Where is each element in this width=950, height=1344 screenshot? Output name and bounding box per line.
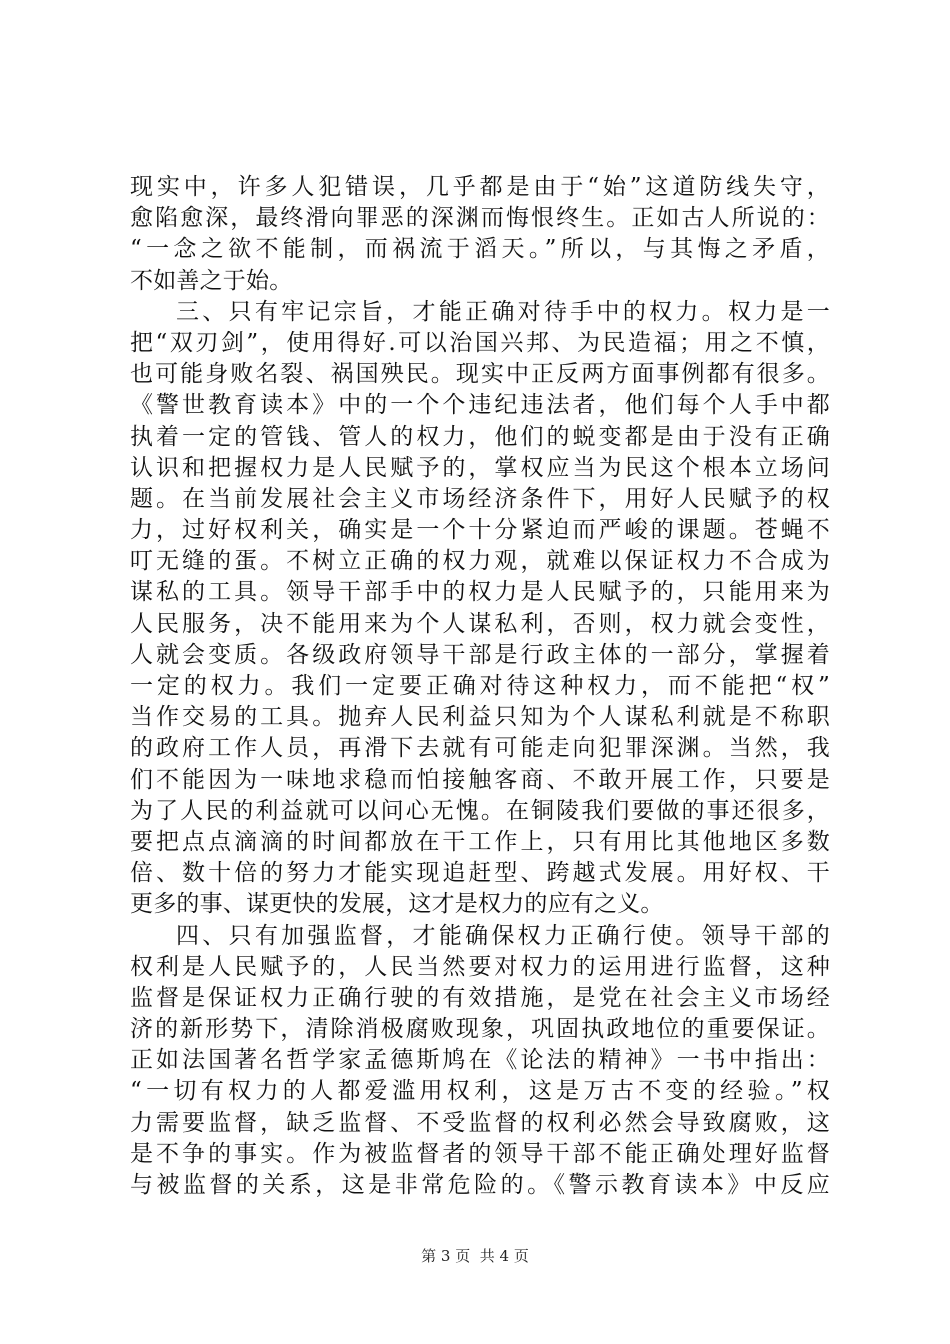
page-total: 共 4 页 (479, 1247, 529, 1265)
text-line: 人民服务，决不能用来为个人谋私利，否则，权力就会变性， (130, 610, 830, 637)
text-line: 也可能身败名裂、祸国殃民。现实中正反两方面事例都有很多。 (130, 361, 830, 388)
text-line: 不如善之于始。 (130, 267, 293, 294)
text-line: 把“双刃剑”，使用得好.可以治国兴邦、为民造福；用之不慎， (130, 329, 830, 356)
text-line: 谋私的工具。领导干部手中的权力是人民赋予的，只能用来为 (130, 579, 830, 606)
text-line: 是不争的事实。作为被监督者的领导干部不能正确处理好监督 (130, 1140, 830, 1167)
text-line: 倍、数十倍的努力才能实现追赶型、跨越式发展。用好权、干 (130, 860, 830, 887)
document-body (130, 172, 830, 1201)
text-line: 三、只有牢记宗旨，才能正确对待手中的权力。权力是一 (176, 298, 830, 325)
text-line: 为了人民的利益就可以问心无愧。在铜陵我们要做的事还很多， (130, 797, 830, 824)
text-line: 们不能因为一味地求稳而怕接触客商、不敢开展工作，只要是 (130, 766, 830, 793)
text-line: 的政府工作人员，再滑下去就有可能走向犯罪深渊。当然，我 (130, 735, 830, 762)
text-line: 当作交易的工具。抛弃人民利益只知为个人谋私利就是不称职 (130, 704, 830, 731)
text-line: 与被监督的关系，这是非常危险的。《警示教育读本》中反应 (130, 1172, 830, 1198)
page-number: 第 3 页 (421, 1247, 471, 1265)
text-line: 权利是人民赋予的，人民当然要对权力的运用进行监督，这种 (130, 953, 830, 980)
text-line: 济的新形势下，清除消极腐败现象，巩固执政地位的重要保证。 (130, 1016, 830, 1043)
text-line: 一定的权力。我们一定要正确对待这种权力，而不能把“权” (130, 673, 830, 699)
text-line: 更多的事、谋更快的发展，这才是权力的应有之义。 (130, 891, 664, 918)
text-line: “一念之欲不能制，而祸流于滔天。”所以，与其悔之矛盾， (130, 236, 830, 263)
text-line: 愈陷愈深，最终滑向罪恶的深渊而悔恨终生。正如古人所说的： (130, 205, 830, 232)
text-line: 人就会变质。各级政府领导干部是行政主体的一部分，掌握着 (130, 641, 830, 668)
text-line: 《警世教育读本》中的一个个违纪违法者，他们每个人手中都 (130, 392, 830, 419)
page-footer (0, 1246, 950, 1266)
text-line: 要把点点滴滴的时间都放在干工作上，只有用比其他地区多数 (130, 828, 830, 855)
text-line: 执着一定的管钱、管人的权力，他们的蜕变都是由于没有正确 (130, 423, 830, 450)
text-line: 叮无缝的蛋。不树立正确的权力观，就难以保证权力不合成为 (130, 548, 830, 575)
text-line: 力需要监督，缺乏监督、不受监督的权利必然会导致腐败，这 (130, 1109, 830, 1136)
text-line: 题。在当前发展社会主义市场经济条件下，用好人民赋予的权 (130, 485, 830, 512)
text-line: 力，过好权利关，确实是一个十分紧迫而严峻的课题。苍蝇不 (130, 517, 830, 544)
text-line: 四、只有加强监督，才能确保权力正确行使。领导干部的 (176, 922, 830, 949)
text-line: 现实中，许多人犯错误，几乎都是由于“始”这道防线失守， (130, 174, 830, 200)
text-line: 正如法国著名哲学家孟德斯鸠在《论法的精神》一书中指出： (130, 1047, 830, 1074)
text-line: 认识和把握权力是人民赋予的，掌权应当为民这个根本立场问 (130, 454, 830, 481)
text-line: 监督是保证权力正确行驶的有效措施，是党在社会主义市场经 (130, 984, 830, 1011)
text-line: “一切有权力的人都爱滥用权利，这是万古不变的经验。”权 (130, 1078, 830, 1105)
